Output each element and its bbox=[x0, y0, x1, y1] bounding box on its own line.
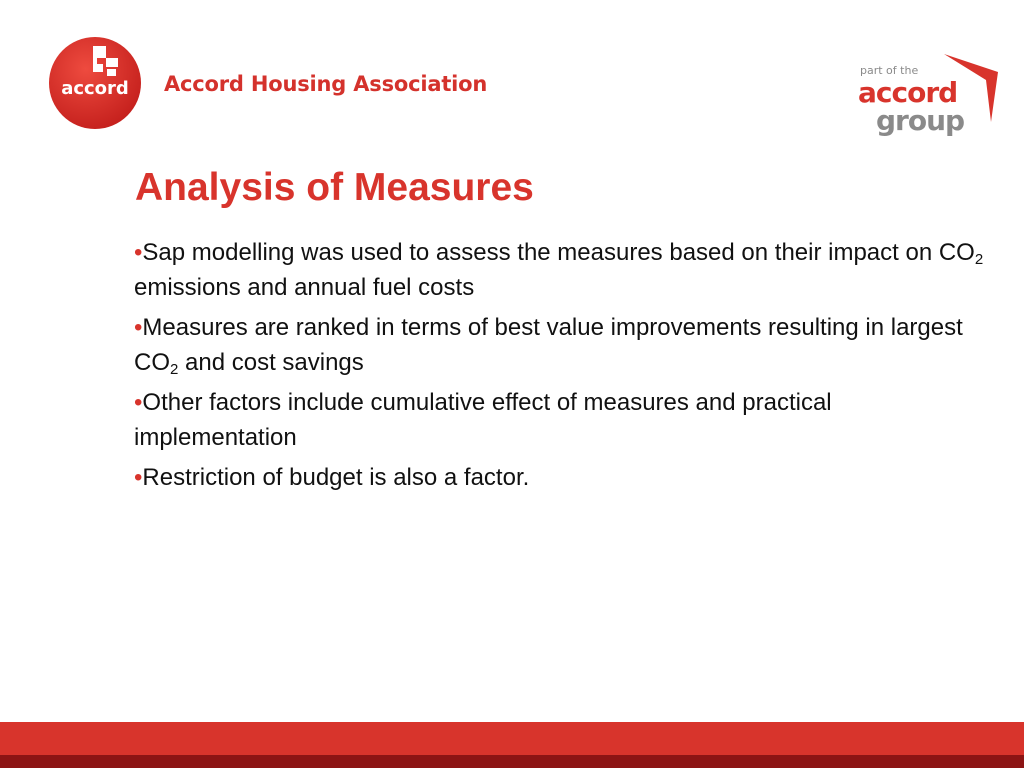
bullet-text: Measures are ranked in terms of best value improvements resulting in largest CO bbox=[134, 314, 963, 376]
bullet-item bbox=[134, 460, 984, 495]
footer-bar-dark bbox=[0, 755, 1024, 768]
subscript-two: 2 bbox=[170, 361, 179, 378]
slide-title: Analysis of Measures bbox=[135, 166, 534, 209]
bullet-item bbox=[134, 385, 984, 455]
bullet-text-continued: emissions and annual fuel costs bbox=[134, 274, 475, 301]
bullet-list bbox=[134, 235, 984, 500]
accord-logo-icon bbox=[48, 36, 142, 130]
bullet-marker: • bbox=[134, 314, 143, 341]
group-logo-line1: part of the bbox=[860, 64, 919, 77]
bullet-marker: • bbox=[134, 464, 143, 491]
bullet-text-continued: and cost savings bbox=[178, 349, 364, 376]
bullet-marker: • bbox=[134, 239, 143, 266]
organisation-name: Accord Housing Association bbox=[164, 72, 488, 96]
bullet-text: Sap modelling was used to assess the measures based on their impact on CO bbox=[142, 239, 975, 266]
bullet-item bbox=[134, 310, 984, 380]
accord-group-logo-icon bbox=[858, 50, 1000, 136]
group-logo-line2: accord bbox=[858, 76, 958, 109]
group-logo-line3: group bbox=[876, 104, 965, 136]
bullet-item bbox=[134, 235, 984, 305]
bullet-marker: • bbox=[134, 389, 143, 416]
bullet-text: Other factors include cumulative effect of measures and practical implementation bbox=[134, 389, 832, 451]
footer-bar bbox=[0, 722, 1024, 755]
logo-wordmark: accord bbox=[61, 78, 129, 99]
subscript-two: 2 bbox=[974, 251, 984, 268]
bullet-text: Restriction of budget is also a factor. bbox=[142, 464, 530, 491]
